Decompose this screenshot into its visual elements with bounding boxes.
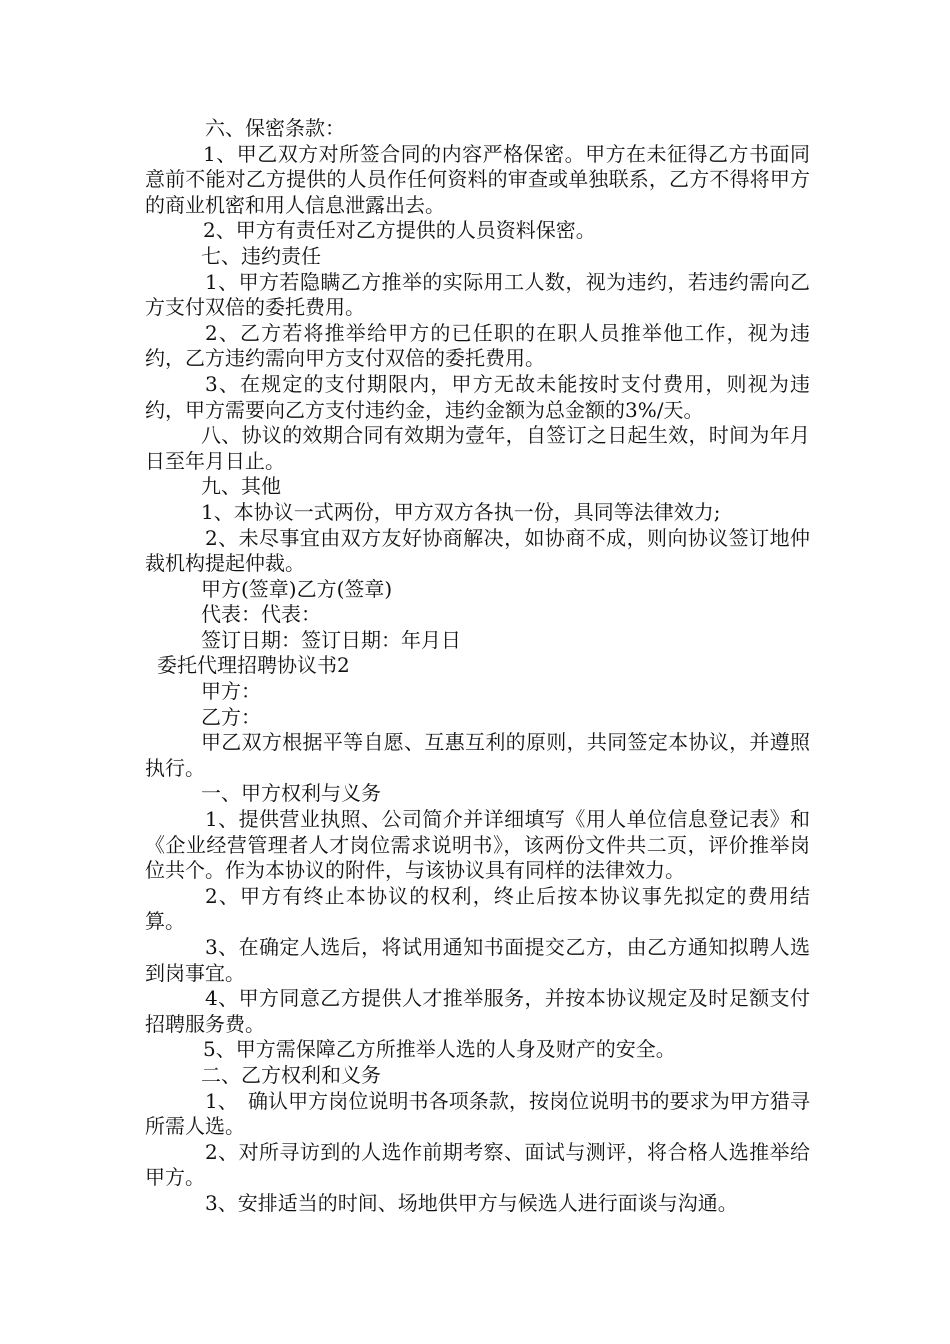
section-heading-confidentiality: 六、保密条款：: [205, 116, 345, 140]
party-a-line: 甲方：: [201, 679, 261, 704]
paragraph: 1、 确认甲方岗位说明书各项条款，按岗位说明书的要求为甲方猎寻所需人选。: [145, 1088, 810, 1139]
document-title: 委托代理招聘协议书2: [157, 653, 350, 678]
paragraph: 2、甲方有终止本协议的权利，终止后按本协议事先拟定的费用结算。: [145, 883, 810, 934]
paragraph: 1、本协议一式两份，甲方双方各执一份，具同等法律效力;: [201, 499, 721, 524]
paragraph: 3、在确定人选后，将试用通知书面提交乙方，由乙方通知拟聘人选到岗事宜。: [145, 935, 810, 985]
paragraph: 2、未尽事宜由双方友好协商解决，如协商不成，则向协议签订地仲裁机构提起仲裁。: [145, 525, 810, 576]
paragraph: 甲乙双方根据平等自愿、互惠互利的原则，共同签定本协议，并遵照执行。: [145, 730, 810, 780]
paragraph: 1、甲乙双方对所签合同的内容严格保密。甲方在未征得乙方书面同意前不能对乙方提供的人员作任何资料的审查或单独联系，乙方不得将甲方的商业机密和用人信息泄露出去。: [145, 141, 810, 217]
signature-line: 甲方(签章)乙方(签章): [201, 576, 393, 601]
paragraph: 3、安排适当的时间、场地供甲方与候选人进行面谈与沟通。: [205, 1190, 738, 1215]
paragraph: 1、甲方若隐瞒乙方推举的实际用工人数，视为违约，若违约需向乙方支付双倍的委托费用。: [145, 269, 810, 320]
document-page: [145, 116, 810, 1217]
section-heading-breach: 七、违约责任: [201, 243, 321, 268]
paragraph: 4、甲方同意乙方提供人才推举服务，并按本协议规定及时足额支付招聘服务费。: [145, 986, 810, 1036]
section-heading-party-b: 二、乙方权利和义务: [201, 1062, 381, 1087]
party-b-line: 乙方：: [201, 704, 261, 729]
paragraph: 2、乙方若将推举给甲方的已任职的在职人员推举他工作，视为违约，乙方违约需向甲方支付双倍的委托费用。: [145, 320, 810, 371]
paragraph: 3、在规定的支付期限内，甲方无故未能按时支付费用，则视为违约，甲方需要向乙方支付违约金，违约金额为总金额的3%/天。: [145, 371, 810, 422]
paragraph: 1、提供营业执照、公司简介并详细填写《用人单位信息登记表》和《企业经营管理者人才岗位需求说明书》，该两份文件共二页，评价推举岗位共个。作为本协议的附件，与该协议具有同样的法律效力。: [145, 807, 810, 883]
paragraph: 2、甲方有责任对乙方提供的人员资料保密。: [203, 218, 596, 243]
paragraph: 5、甲方需保障乙方所推举人选的人身及财产的安全。: [203, 1037, 676, 1062]
paragraph: 2、对所寻访到的人选作前期考察、面试与测评，将合格人选推举给甲方。: [145, 1139, 810, 1190]
section-heading-party-a: 一、甲方权利与义务: [201, 781, 381, 806]
representative-line: 代表：代表：: [201, 602, 321, 627]
section-heading-other: 九、其他: [201, 474, 281, 499]
section-heading-term: 八、协议的效期合同有效期为壹年，自签订之日起生效，时间为年月日至年月日止。: [145, 423, 810, 473]
signing-date-line: 签订日期：签订日期：年月日: [201, 627, 461, 652]
